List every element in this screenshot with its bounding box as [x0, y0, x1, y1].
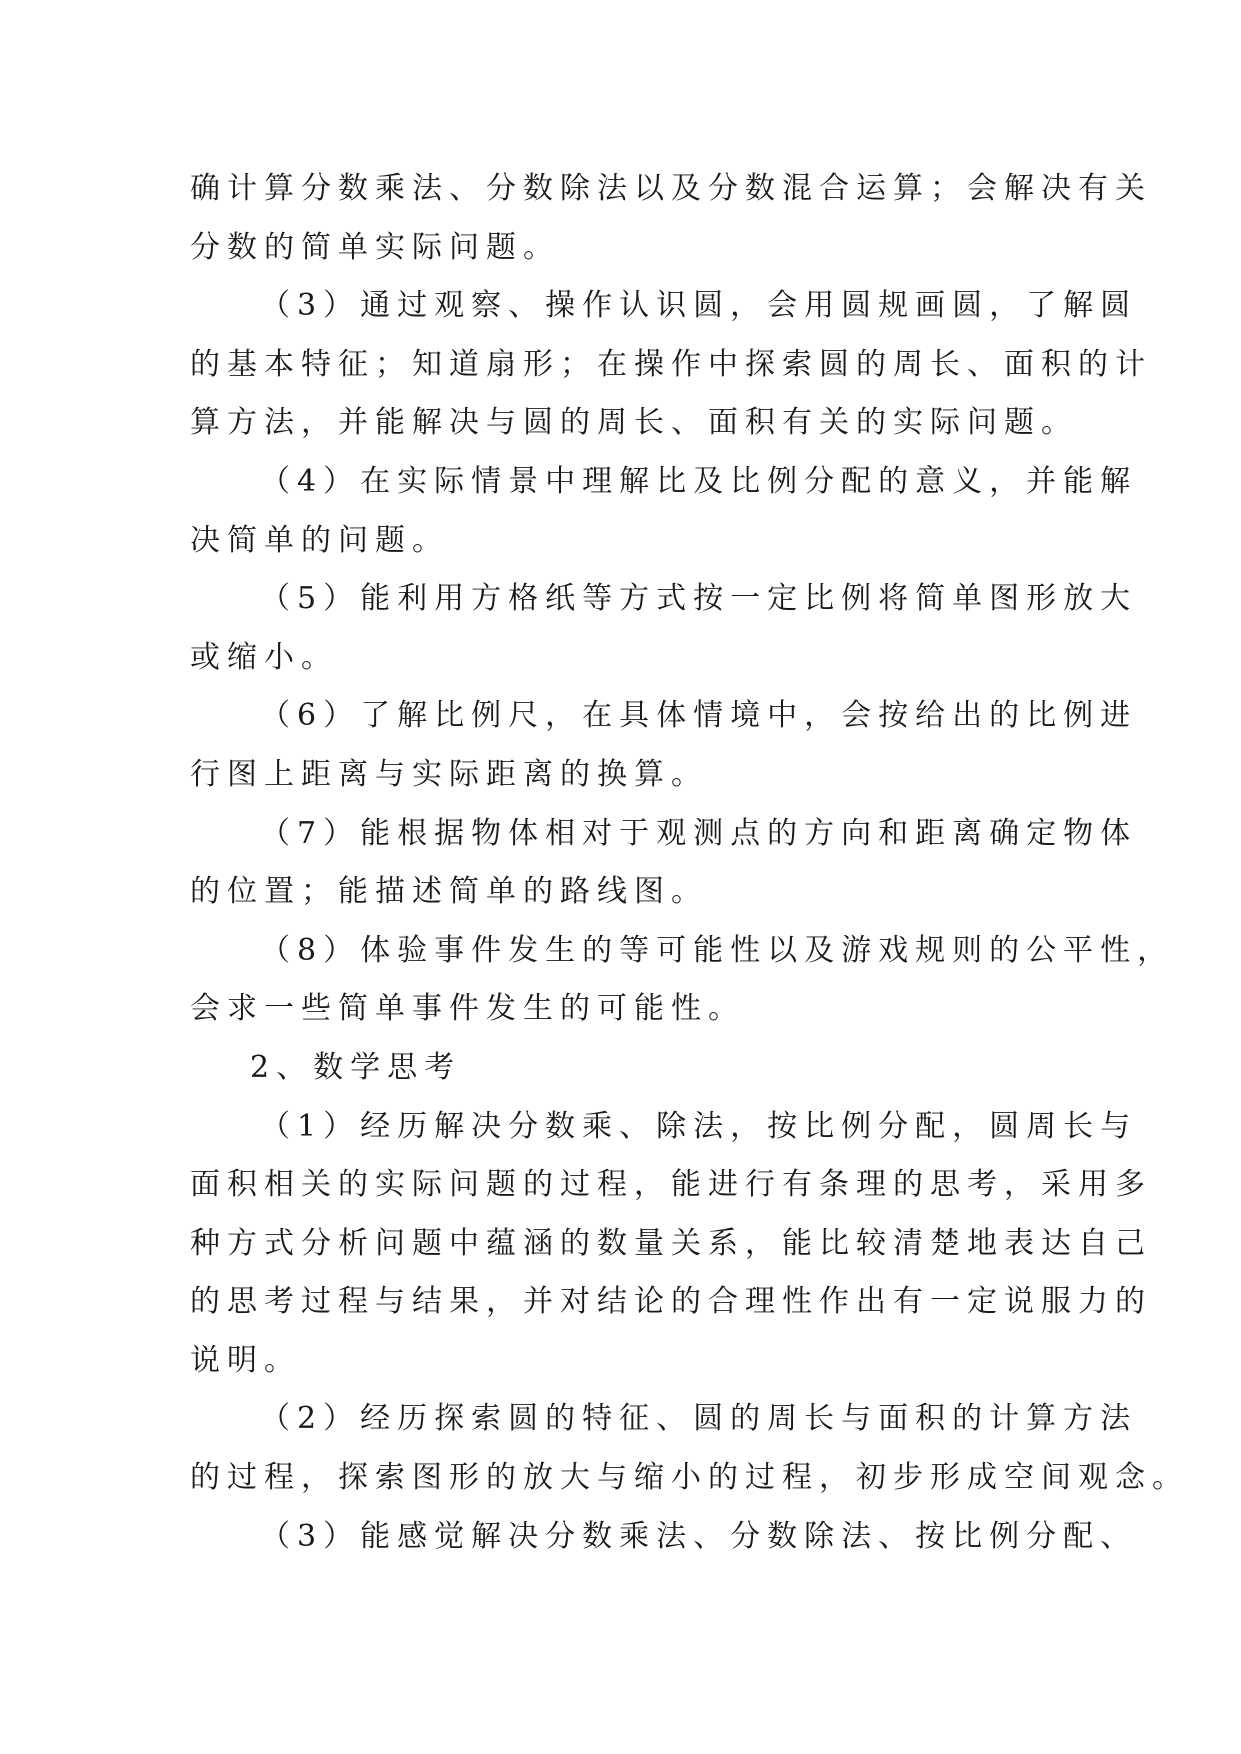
paragraph-line: 或缩小。	[190, 639, 338, 675]
paragraph-line: 种方式分析问题中蕴涵的数量关系，能比较清楚地表达自己	[190, 1225, 1152, 1261]
paragraph-line: （3）通过观察、操作认识圆，会用圆规画圆，了解圆	[260, 288, 1138, 324]
paragraph-line: 决简单的问题。	[190, 522, 449, 558]
paragraph-line: 的思考过程与结果，并对结论的合理性作出有一定说服力的	[190, 1284, 1152, 1320]
paragraph-line: 的位置；能描述简单的路线图。	[190, 874, 708, 910]
paragraph-line: （1）经历解决分数乘、除法，按比例分配，圆周长与	[260, 1108, 1138, 1144]
paragraph-line: （8）体验事件发生的等可能性以及游戏规则的公平性，	[260, 932, 1175, 968]
document-body	[190, 160, 1189, 1566]
paragraph-line: （2）经历探索圆的特征、圆的周长与面积的计算方法	[260, 1401, 1138, 1437]
paragraph-line: 分数的简单实际问题。	[190, 229, 560, 265]
paragraph-line: 的基本特征；知道扇形；在操作中探索圆的周长、面积的计	[190, 346, 1152, 382]
paragraph-line: 会求一些简单事件发生的可能性。	[190, 991, 745, 1027]
paragraph-line: 说明。	[190, 1342, 301, 1378]
paragraph-line: 行图上距离与实际距离的换算。	[190, 756, 708, 792]
paragraph-line: （4）在实际情景中理解比及比例分配的意义，并能解	[260, 463, 1138, 499]
paragraph-line: 面积相关的实际问题的过程，能进行有条理的思考，采用多	[190, 1167, 1152, 1203]
paragraph-line: 的过程，探索图形的放大与缩小的过程，初步形成空间观念。	[190, 1460, 1189, 1496]
section-heading: 2、数学思考	[250, 1049, 462, 1085]
paragraph-line: （7）能根据物体相对于观测点的方向和距离确定物体	[260, 815, 1138, 851]
paragraph-line: （3）能感觉解决分数乘法、分数除法、按比例分配、	[260, 1518, 1138, 1554]
paragraph-line: 确计算分数乘法、分数除法以及分数混合运算；会解决有关	[190, 171, 1152, 206]
paragraph-line: （6）了解比例尺，在具体情境中，会按给出的比例进	[260, 698, 1138, 734]
paragraph-line: （5）能利用方格纸等方式按一定比例将简单图形放大	[260, 581, 1138, 617]
paragraph-line: 算方法，并能解决与圆的周长、面积有关的实际问题。	[190, 405, 1078, 441]
